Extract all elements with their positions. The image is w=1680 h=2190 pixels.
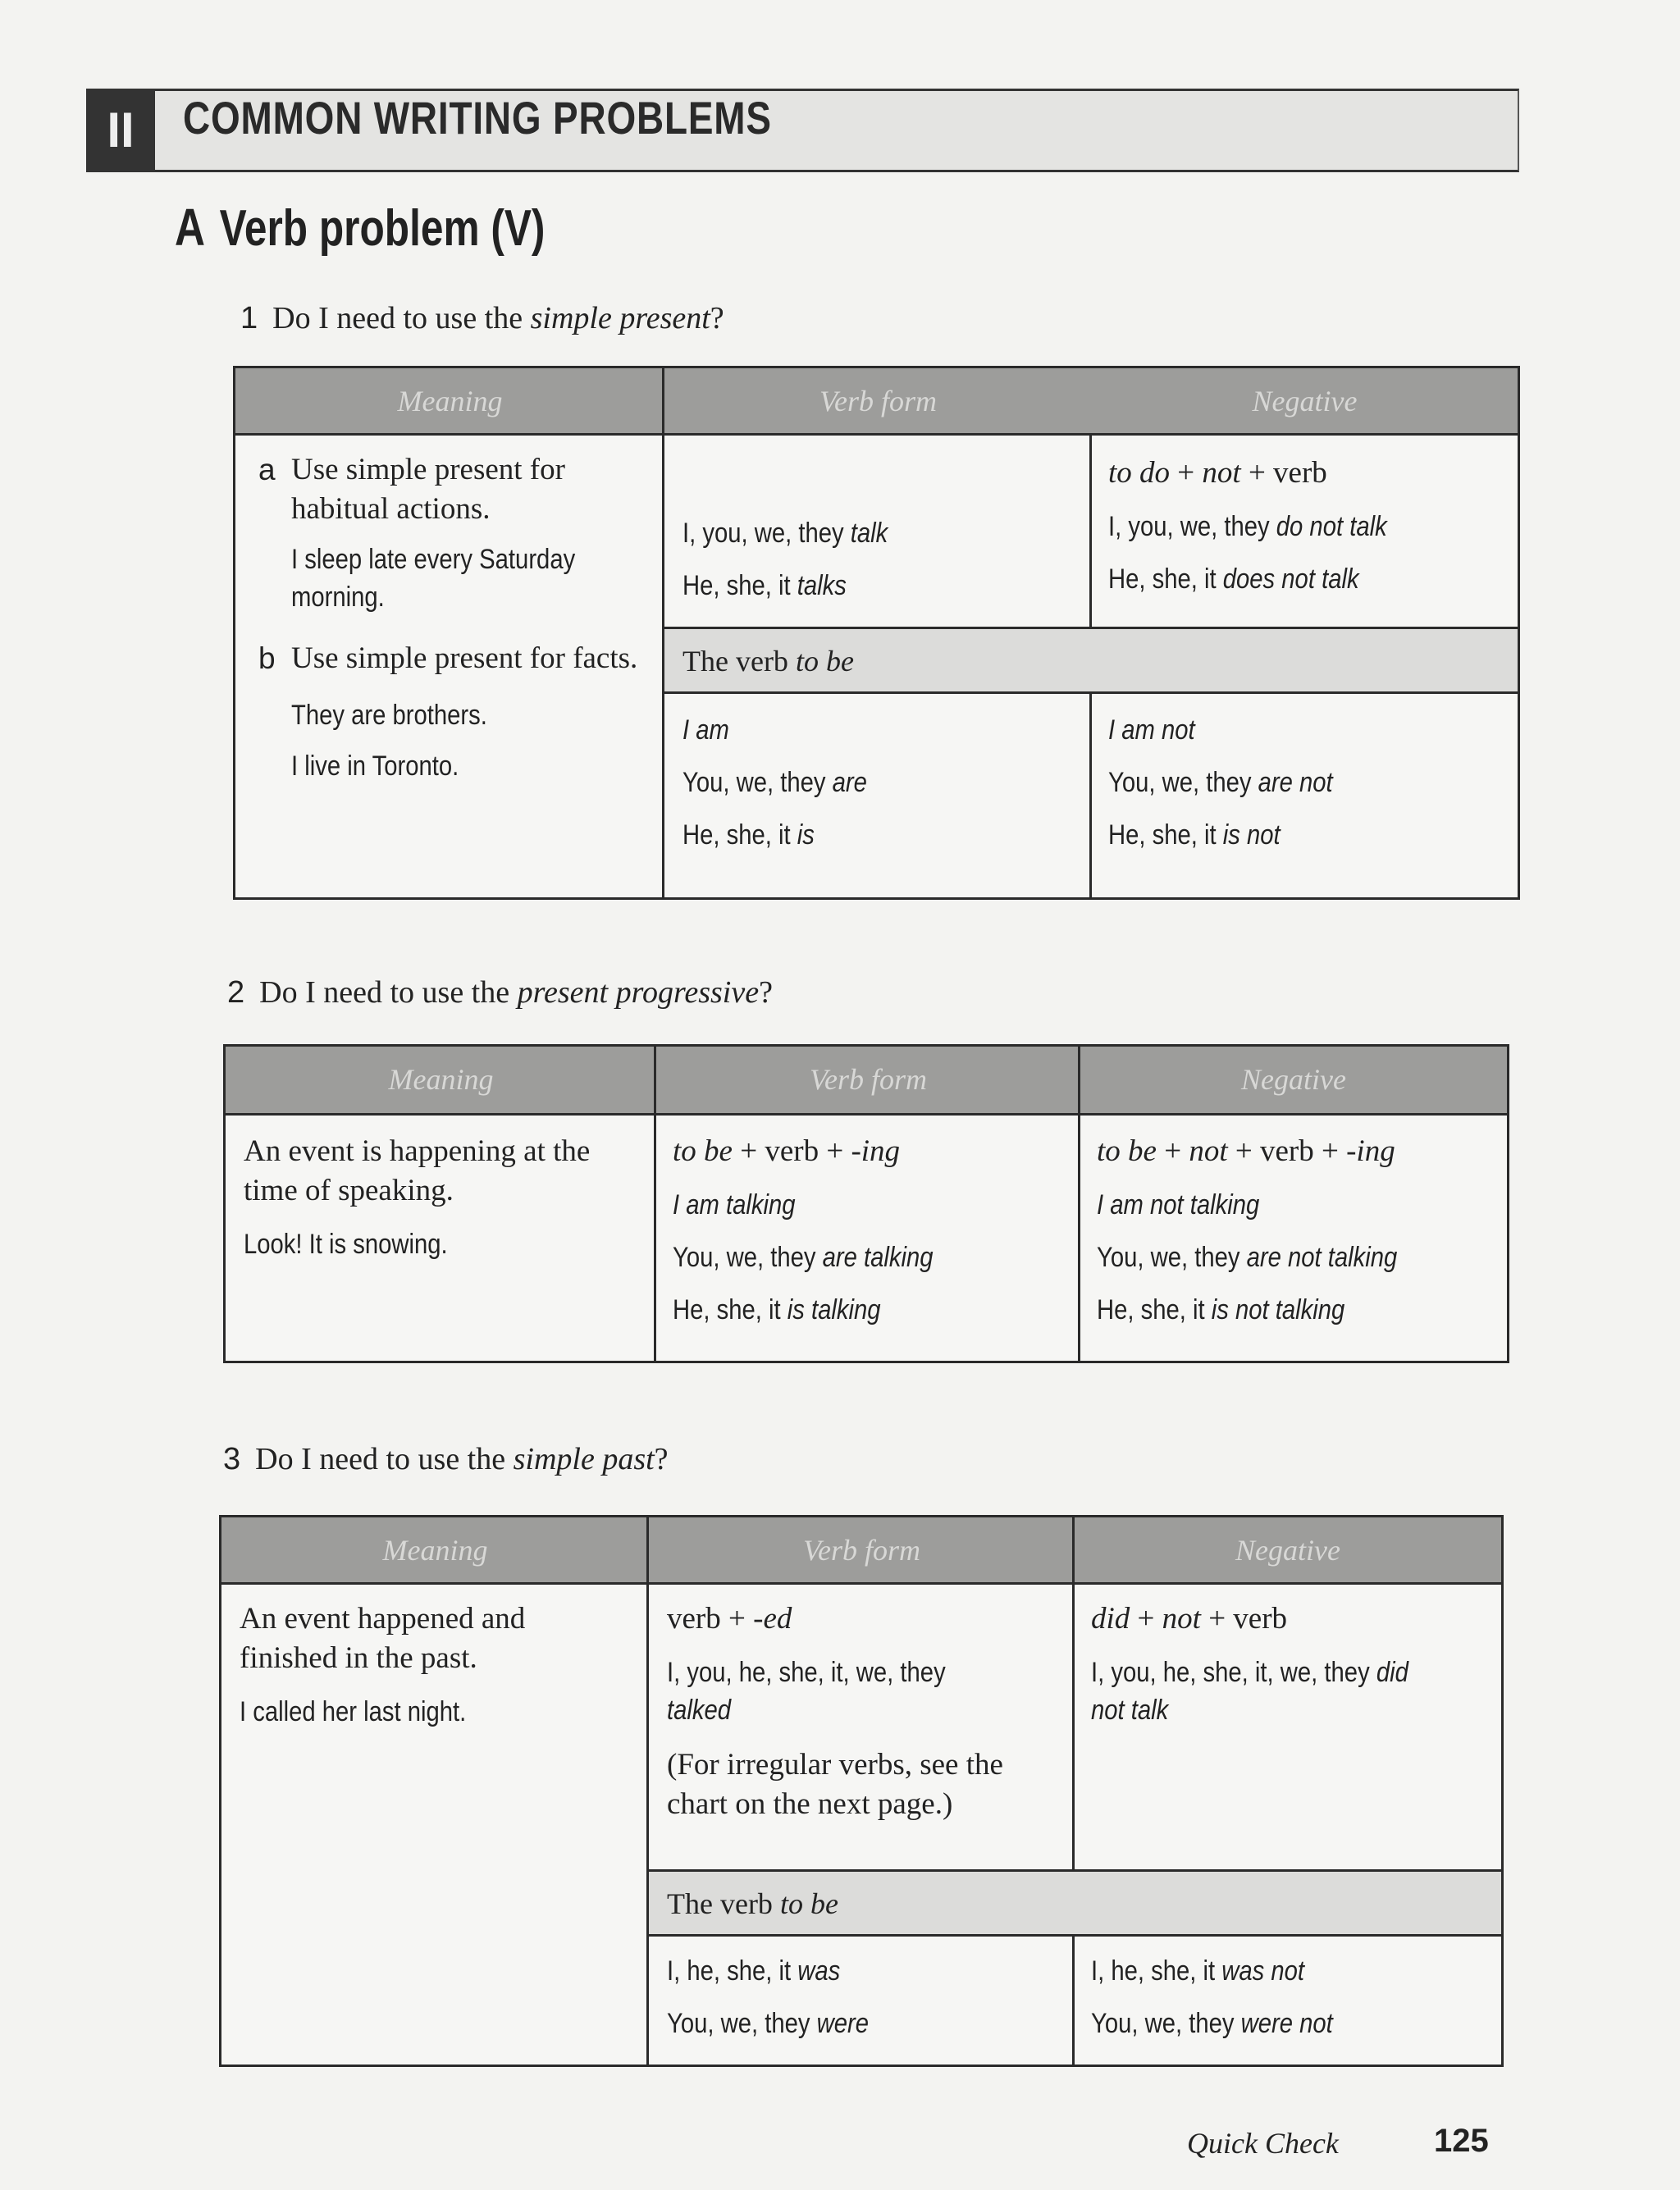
header-negative (1092, 368, 1518, 436)
text: He, she, it (1108, 819, 1223, 851)
text: You, we, they (682, 767, 833, 798)
text-line (673, 1291, 934, 1329)
italic-text: simple present (530, 301, 710, 335)
text-line (1108, 508, 1387, 545)
text-line (682, 711, 867, 749)
verb-form-cell (667, 1599, 1061, 1824)
header-verb-form (649, 1517, 1075, 1585)
text: Meaning (388, 1063, 494, 1096)
italic-text: not (1202, 456, 1241, 490)
text: ? (710, 301, 724, 335)
text: Meaning (382, 1534, 488, 1567)
verb-note: (For irregular verbs, see the chart on the next page.) (667, 1748, 1003, 1821)
italic-text: are not (1258, 767, 1333, 798)
italic-text: to be (1097, 1134, 1157, 1168)
text: Verb form (803, 1534, 920, 1567)
text: You, we, they (1091, 2008, 1241, 2039)
text: I, you, he, she, it, we, they (667, 1657, 946, 1688)
text: b (258, 641, 276, 675)
italic-text: I am talking (673, 1189, 796, 1220)
text-line (1091, 1691, 1408, 1729)
section-title (175, 197, 545, 258)
italic-text: present progressive (517, 975, 760, 1010)
text: You, we, they (1108, 767, 1258, 798)
italic-text: I am not (1108, 714, 1195, 746)
verb-form-cell (673, 1132, 975, 1344)
text: + (1170, 456, 1203, 490)
text: I, he, she, it (667, 1955, 798, 1987)
text-line (667, 1952, 869, 1990)
part-title: COMMON WRITING PROBLEMS (183, 92, 772, 144)
italic-text: simple past (513, 1442, 655, 1476)
italic-text: to be (795, 645, 854, 678)
italic-text: did (1376, 1657, 1408, 1688)
to-be-subheader (649, 1869, 1501, 1937)
text-line (667, 1887, 838, 1920)
text-line (1097, 1239, 1397, 1276)
text: + verb + (1227, 1134, 1347, 1168)
header-negative (1080, 1047, 1507, 1116)
question-1 (240, 300, 724, 336)
text: Do I need to use the (255, 1442, 514, 1476)
text-line (682, 764, 867, 801)
text: verb + (667, 1602, 754, 1636)
negative-cell (1108, 454, 1432, 613)
text: He, she, it (1108, 563, 1223, 595)
italic-text: to be (673, 1134, 733, 1168)
text-line (1091, 2005, 1333, 2042)
italic-text: do not talk (1276, 511, 1387, 542)
italic-text: talk (850, 518, 888, 549)
text-line (1108, 816, 1333, 854)
text: Verb form (819, 385, 937, 417)
text: I, he, she, it (1091, 1955, 1222, 1987)
italic-text: to be (779, 1887, 838, 1920)
text: He, she, it (682, 819, 797, 851)
text: Verb form (810, 1063, 927, 1096)
meaning-cell (240, 1599, 617, 1731)
italic-text: does not talk (1222, 563, 1359, 595)
question-text (255, 1442, 668, 1476)
text: You, we, they (673, 1242, 823, 1273)
italic-text: was (797, 1955, 841, 1987)
table-present-progressive (223, 1044, 1509, 1363)
text-line (1097, 1186, 1397, 1224)
italic-text: are (832, 767, 867, 798)
meaning-example: Look! It is snowing. (244, 1229, 448, 1260)
italic-text: talks (797, 570, 847, 601)
italic-text: did (1091, 1602, 1130, 1636)
text: The verb (667, 1887, 780, 1920)
text: You, we, they (667, 2008, 817, 2039)
verb-form-cell (682, 514, 921, 619)
text: I, you, he, she, it, we, they (1091, 1657, 1376, 1688)
section-letter: A (175, 198, 205, 257)
text: Negative (1241, 1063, 1346, 1096)
meaning-text: An event happened and finished in the past. (240, 1602, 526, 1675)
text: Negative (1235, 1534, 1340, 1567)
header-meaning (221, 1517, 649, 1585)
text-line (1097, 1132, 1446, 1171)
text: Meaning (397, 385, 503, 417)
text-line (1091, 1952, 1333, 1990)
italic-text: were (816, 2008, 870, 2039)
negative-cell (1091, 1599, 1460, 1729)
text: + verb (1200, 1602, 1288, 1636)
meaning-text: An event is happening at the time of speaking. (244, 1134, 591, 1207)
text-line (682, 567, 888, 605)
text-line (667, 1654, 1006, 1691)
header-negative (1075, 1517, 1501, 1585)
italic-text: I am (682, 714, 729, 746)
text-line (682, 514, 888, 552)
italic-text: to do (1108, 456, 1171, 490)
text: Negative (1252, 385, 1358, 417)
question-number: 3 (223, 1442, 241, 1476)
negative-cell (1097, 1132, 1446, 1344)
meaning-example: I called her last night. (240, 1696, 467, 1727)
text: I, you, we, they (1108, 511, 1276, 542)
text-line (1108, 454, 1432, 493)
text: ? (654, 1442, 669, 1476)
text: ? (759, 975, 773, 1010)
text-line (667, 1691, 1006, 1729)
italic-text: are talking (822, 1242, 934, 1273)
text-line (1091, 1599, 1460, 1639)
italic-text: talked (667, 1695, 732, 1726)
text: Do I need to use the (259, 975, 518, 1010)
italic-text: is talking (787, 1294, 881, 1325)
to-be-negative-cell (1108, 711, 1369, 869)
text-line (667, 1599, 1061, 1639)
italic-text: not (1162, 1602, 1201, 1636)
meaning-cell (258, 450, 652, 785)
question-3 (223, 1441, 669, 1477)
table-simple-present (233, 366, 1520, 900)
to-be-form-cell (682, 711, 897, 869)
italic-text: I am not talking (1097, 1189, 1260, 1220)
header-meaning (235, 368, 664, 436)
page-number: 125 (1434, 2123, 1489, 2159)
meaning-a-text: Use simple present for habitual actions. (291, 453, 565, 526)
text-line (673, 1132, 975, 1171)
text: Do I need to use the (272, 301, 531, 335)
part-number: II (86, 91, 155, 170)
header-verb-form (664, 368, 1092, 436)
meaning-a-example: I sleep late every Saturday morning. (291, 544, 576, 613)
text: + (1130, 1602, 1162, 1636)
header-verb-form (656, 1047, 1080, 1116)
italic-text: -ing (1346, 1134, 1395, 1168)
italic-text: -ing (851, 1134, 901, 1168)
italic-text: not talk (1091, 1695, 1169, 1726)
table-simple-past (219, 1515, 1504, 2067)
text: I, you, we, they (682, 518, 851, 549)
text: He, she, it (682, 570, 797, 601)
footer-book-title: Quick Check (1187, 2127, 1339, 2160)
meaning-cell (244, 1132, 629, 1263)
text: + verb + (732, 1134, 851, 1168)
text: + (1156, 1134, 1189, 1168)
italic-text: is not talking (1211, 1294, 1345, 1325)
to-be-negative-cell (1091, 1952, 1372, 2057)
question-text (259, 975, 773, 1010)
text-line (667, 2005, 869, 2042)
italic-text: is (797, 819, 815, 851)
text: + verb (1240, 456, 1327, 490)
italic-text: was not (1221, 1955, 1305, 1987)
text: He, she, it (1097, 1294, 1212, 1325)
question-number: 2 (227, 975, 245, 1010)
meaning-b-example: They are brothers. (291, 700, 487, 731)
italic-text: -ed (753, 1602, 792, 1636)
to-be-subheader (664, 627, 1518, 694)
header-meaning (226, 1047, 656, 1116)
section-title-text: Verb problem (V) (219, 200, 546, 257)
meaning-b-example: I live in Toronto. (291, 751, 459, 782)
meaning-b-text: Use simple present for facts. (291, 641, 638, 675)
text-line (1108, 764, 1333, 801)
italic-text: not (1189, 1134, 1228, 1168)
to-be-form-cell (667, 1952, 902, 2057)
text-line (1091, 1654, 1408, 1691)
text: You, we, they (1097, 1242, 1247, 1273)
italic-text: is not (1222, 819, 1281, 851)
text-line (1097, 1291, 1397, 1329)
text-line (1108, 560, 1387, 598)
italic-text: are not talking (1246, 1242, 1398, 1273)
text-line (673, 1239, 934, 1276)
question-2 (227, 974, 773, 1011)
text: a (258, 453, 276, 486)
text: He, she, it (673, 1294, 788, 1325)
text-line (682, 816, 867, 854)
text-line (673, 1186, 934, 1224)
text-line (1108, 711, 1333, 749)
question-number: 1 (240, 301, 258, 335)
text: The verb (682, 645, 796, 678)
part-header-band (86, 89, 1519, 172)
italic-text: were not (1240, 2008, 1333, 2039)
question-text (272, 301, 724, 335)
text-line (682, 645, 854, 678)
